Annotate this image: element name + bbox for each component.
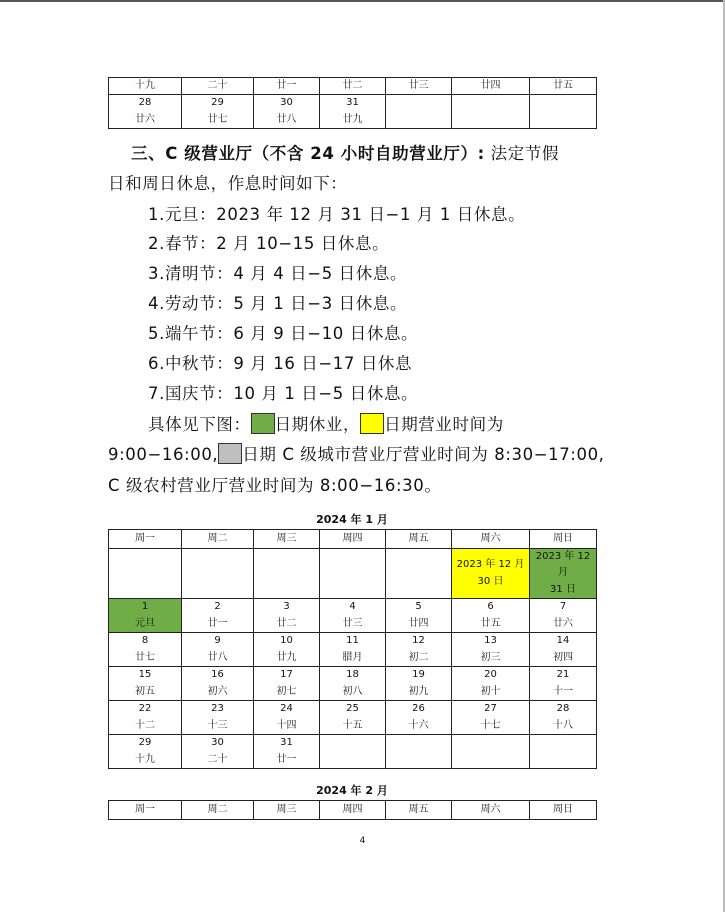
lunar-date: 十七 (480, 720, 501, 731)
lunar-date: 初四 (553, 652, 573, 663)
day-number: 6 (487, 601, 494, 612)
day-number: 21 (556, 669, 570, 680)
calendar-week-row (109, 599, 597, 633)
legend-green-text: 日期休业， (274, 415, 361, 434)
calendar-day-cell (386, 95, 452, 129)
calendar-day-cell (386, 633, 452, 667)
lunar-date: 廿一 (207, 618, 228, 629)
day-number: 2023 年 12 月 (535, 551, 591, 578)
lunar-date (320, 573, 385, 590)
calendar-table-prev-month-tail (108, 77, 597, 129)
day-number: 25 (346, 703, 359, 714)
lunar-date: 十四 (276, 720, 297, 731)
calendar-day-cell (386, 599, 452, 633)
section-heading-text: 三、C 级营业厅（不含 24 小时自助营业厅）: (131, 144, 485, 163)
lunar-date: 廿四 (408, 618, 429, 629)
day-number: 1 (141, 601, 149, 612)
day-number: 8 (141, 635, 149, 646)
calendar-day-cell (182, 667, 254, 701)
calendar-day-cell (182, 78, 254, 95)
calendar-day-cell (254, 667, 320, 701)
lunar-date: 廿三 (342, 618, 363, 629)
calendar-day-cell (320, 549, 386, 599)
calendar-day-cell (386, 549, 452, 599)
calendar-table-feb (108, 800, 597, 820)
calendar-day-cell (452, 549, 530, 599)
calendar-day-cell (452, 78, 530, 95)
day-number: 10 (280, 635, 293, 646)
day-number: 18 (346, 669, 359, 680)
lunar-date: 初五 (135, 686, 155, 697)
day-number: 12 (412, 635, 425, 646)
calendar-day-cell (530, 549, 597, 599)
day-number: 9 (214, 635, 221, 646)
weekday-header: 周四 (320, 530, 386, 549)
day-number: 29 (211, 97, 224, 108)
day-number: 5 (415, 601, 422, 612)
legend-gray-swatch (218, 443, 242, 464)
day-number: 廿二 (342, 80, 363, 91)
day-number: 24 (280, 703, 293, 714)
lunar-date (386, 573, 451, 590)
legend-line-3: C 级农村营业厅营业时间为 8:00−16:30。 (108, 476, 442, 495)
calendar-day-cell (109, 95, 182, 129)
section-line2: 日和周日休息，作息时间如下： (108, 174, 348, 193)
day-number (109, 557, 181, 573)
day-number: 20 (484, 669, 497, 680)
holiday-item-6: 6.中秋节：9 月 16 日−17 日休息 (148, 354, 413, 373)
lunar-date (452, 751, 529, 768)
day-number (452, 735, 529, 751)
lunar-date: 十五 (342, 720, 363, 731)
day-number: 廿三 (408, 80, 429, 91)
day-number: 28 (138, 97, 152, 108)
lunar-date: 腊月 (342, 652, 363, 663)
calendar-day-cell (320, 633, 386, 667)
calendar-day-cell (182, 95, 254, 129)
lunar-date: 廿九 (342, 114, 363, 125)
day-number (530, 95, 596, 111)
lunar-date: 廿八 (276, 114, 297, 125)
calendar-day-cell (530, 95, 597, 129)
calendar-day-cell (320, 599, 386, 633)
lunar-date: 十八 (553, 720, 573, 731)
weekday-header: 周日 (530, 801, 597, 820)
calendar-day-cell (109, 599, 182, 633)
weekday-header: 周日 (530, 530, 597, 549)
lunar-date: 廿一 (276, 754, 297, 765)
weekday-header: 周一 (109, 530, 182, 549)
lunar-date: 初八 (342, 686, 363, 697)
day-number (182, 557, 253, 573)
lunar-date: 十二 (135, 720, 155, 731)
legend-line-1 (148, 411, 504, 439)
legend-gray-text: 日期 C 级城市营业厅营业时间为 8:30−17:00, (242, 445, 605, 464)
legend-hours-text: 9:00−16:00, (108, 445, 219, 464)
day-number: 廿四 (480, 80, 501, 91)
weekday-header: 周五 (386, 530, 452, 549)
calendar-day-cell (530, 633, 597, 667)
day-number (254, 557, 319, 573)
legend-intro: 具体见下图： (148, 415, 251, 434)
holiday-item-1: 1.元旦：2023 年 12 月 31 日−1 月 1 日休息。 (148, 205, 526, 224)
calendar-day-cell (386, 667, 452, 701)
legend-yellow-swatch (360, 413, 384, 434)
day-number: 2023 年 12 月 (456, 559, 525, 570)
calendar-day-cell (254, 701, 320, 735)
calendar-week-row (109, 667, 597, 701)
calendar-day-cell (320, 667, 386, 701)
lunar-date: 30 日 (477, 576, 504, 587)
legend-green-swatch (251, 413, 275, 434)
calendar-week-row (109, 78, 597, 95)
page-number: 4 (359, 836, 366, 846)
calendar-title-feb: 2024 年 2 月 (316, 784, 388, 797)
calendar-week-row (109, 549, 597, 599)
calendar-week-row (109, 95, 597, 129)
lunar-date (254, 573, 319, 590)
calendar-day-cell (109, 633, 182, 667)
day-number: 27 (484, 703, 497, 714)
calendar-day-cell (452, 95, 530, 129)
calendar-day-cell (386, 78, 452, 95)
calendar-day-cell (254, 633, 320, 667)
lunar-date: 廿九 (276, 652, 297, 663)
calendar-day-cell (320, 95, 386, 129)
calendar-day-cell (530, 667, 597, 701)
day-number: 7 (559, 601, 567, 612)
calendar-day-cell (320, 735, 386, 769)
day-number: 二十 (207, 80, 228, 91)
day-number: 15 (138, 669, 152, 680)
calendar-day-cell (386, 701, 452, 735)
calendar-day-cell (254, 735, 320, 769)
calendar-title-jan: 2024 年 1 月 (316, 513, 388, 526)
weekday-header: 周三 (254, 801, 320, 820)
calendar-day-cell (530, 701, 597, 735)
day-number: 14 (556, 635, 570, 646)
calendar-day-cell (254, 599, 320, 633)
calendar-day-cell (452, 667, 530, 701)
calendar-day-cell (182, 599, 254, 633)
calendar-day-cell (320, 701, 386, 735)
calendar-day-cell (254, 549, 320, 599)
section-heading-rest: 法定节假 (484, 144, 560, 163)
day-number: 廿五 (553, 80, 573, 91)
lunar-date (452, 111, 529, 128)
day-number: 26 (412, 703, 425, 714)
weekday-header: 周一 (109, 801, 182, 820)
lunar-date: 十一 (553, 686, 573, 697)
legend-line-2 (108, 441, 605, 469)
day-number (386, 95, 451, 111)
day-number: 2 (214, 601, 221, 612)
calendar-day-cell (530, 735, 597, 769)
weekday-header: 周六 (452, 801, 530, 820)
lunar-date (530, 111, 596, 128)
lunar-date: 廿六 (553, 618, 573, 629)
lunar-date: 十六 (408, 720, 429, 731)
calendar-day-cell (452, 701, 530, 735)
calendar-day-cell (182, 633, 254, 667)
lunar-date: 廿七 (135, 652, 155, 663)
day-number: 30 (280, 97, 293, 108)
calendar-day-cell (452, 633, 530, 667)
day-number (320, 557, 385, 573)
day-number: 3 (283, 601, 290, 612)
calendar-day-cell (254, 95, 320, 129)
day-number: 31 (280, 737, 293, 748)
day-number (386, 557, 451, 573)
weekday-header: 周四 (320, 801, 386, 820)
day-number: 16 (211, 669, 224, 680)
day-number (386, 735, 451, 751)
holiday-item-7: 7.国庆节：10 月 1 日−5 日休息。 (148, 384, 419, 403)
lunar-date: 二十 (207, 754, 228, 765)
holiday-item-3: 3.清明节：4 月 4 日−5 日休息。 (148, 264, 408, 283)
calendar-day-cell (254, 78, 320, 95)
calendar-day-cell (320, 78, 386, 95)
lunar-date: 初三 (480, 652, 501, 663)
day-number: 廿一 (276, 80, 297, 91)
day-number (320, 735, 385, 751)
lunar-date: 初七 (276, 686, 297, 697)
lunar-date: 初九 (408, 686, 429, 697)
calendar-day-cell (386, 735, 452, 769)
day-number: 23 (211, 703, 224, 714)
calendar-day-cell (109, 667, 182, 701)
legend-yellow-text: 日期营业时间为 (384, 415, 504, 434)
calendar-day-cell (452, 735, 530, 769)
calendar-day-cell (452, 599, 530, 633)
calendar-day-cell (109, 78, 182, 95)
day-number: 29 (138, 737, 152, 748)
weekday-header: 周六 (452, 530, 530, 549)
day-number: 17 (280, 669, 293, 680)
lunar-date: 廿六 (135, 114, 155, 125)
day-number: 4 (349, 601, 356, 612)
lunar-date: 元旦 (135, 618, 155, 629)
lunar-date (386, 111, 451, 128)
lunar-date (320, 751, 385, 768)
calendar-day-cell (109, 701, 182, 735)
calendar-day-cell (182, 549, 254, 599)
weekday-header: 周三 (254, 530, 320, 549)
day-number (530, 735, 596, 751)
calendar-day-cell (182, 735, 254, 769)
lunar-date: 廿八 (207, 652, 228, 663)
calendar-table-jan (108, 529, 597, 769)
lunar-date (386, 751, 451, 768)
calendar-day-cell (182, 701, 254, 735)
day-number (452, 95, 529, 111)
day-number: 13 (484, 635, 497, 646)
lunar-date: 初十 (480, 686, 501, 697)
calendar-week-row (109, 701, 597, 735)
weekday-header: 周二 (182, 530, 254, 549)
page-top-border (0, 0, 725, 2)
lunar-date (109, 573, 181, 590)
calendar-week-row (109, 633, 597, 667)
holiday-item-4: 4.劳动节：5 月 1 日−3 日休息。 (148, 294, 408, 313)
day-number: 11 (346, 635, 359, 646)
calendar-day-cell (109, 735, 182, 769)
lunar-date: 初六 (207, 686, 228, 697)
lunar-date: 廿二 (276, 618, 297, 629)
section-heading (131, 140, 559, 168)
holiday-item-2: 2.春节：2 月 10−15 日休息。 (148, 234, 390, 253)
day-number: 19 (412, 669, 425, 680)
lunar-date (182, 573, 253, 590)
holiday-item-5: 5.端午节：6 月 9 日−10 日休息。 (148, 324, 419, 343)
lunar-date (530, 751, 596, 768)
day-number: 十九 (135, 80, 155, 91)
lunar-date: 31 日 (550, 584, 576, 595)
day-number: 22 (138, 703, 152, 714)
calendar-day-cell (109, 549, 182, 599)
calendar-week-row (109, 735, 597, 769)
lunar-date: 初二 (408, 652, 429, 663)
weekday-header: 周二 (182, 801, 254, 820)
calendar-day-cell (530, 599, 597, 633)
lunar-date: 廿五 (480, 618, 501, 629)
lunar-date: 十三 (207, 720, 228, 731)
lunar-date: 十九 (135, 754, 155, 765)
day-number: 31 (346, 97, 359, 108)
weekday-header: 周五 (386, 801, 452, 820)
lunar-date: 廿七 (207, 114, 228, 125)
calendar-day-cell (530, 78, 597, 95)
day-number: 28 (556, 703, 570, 714)
day-number: 30 (211, 737, 224, 748)
